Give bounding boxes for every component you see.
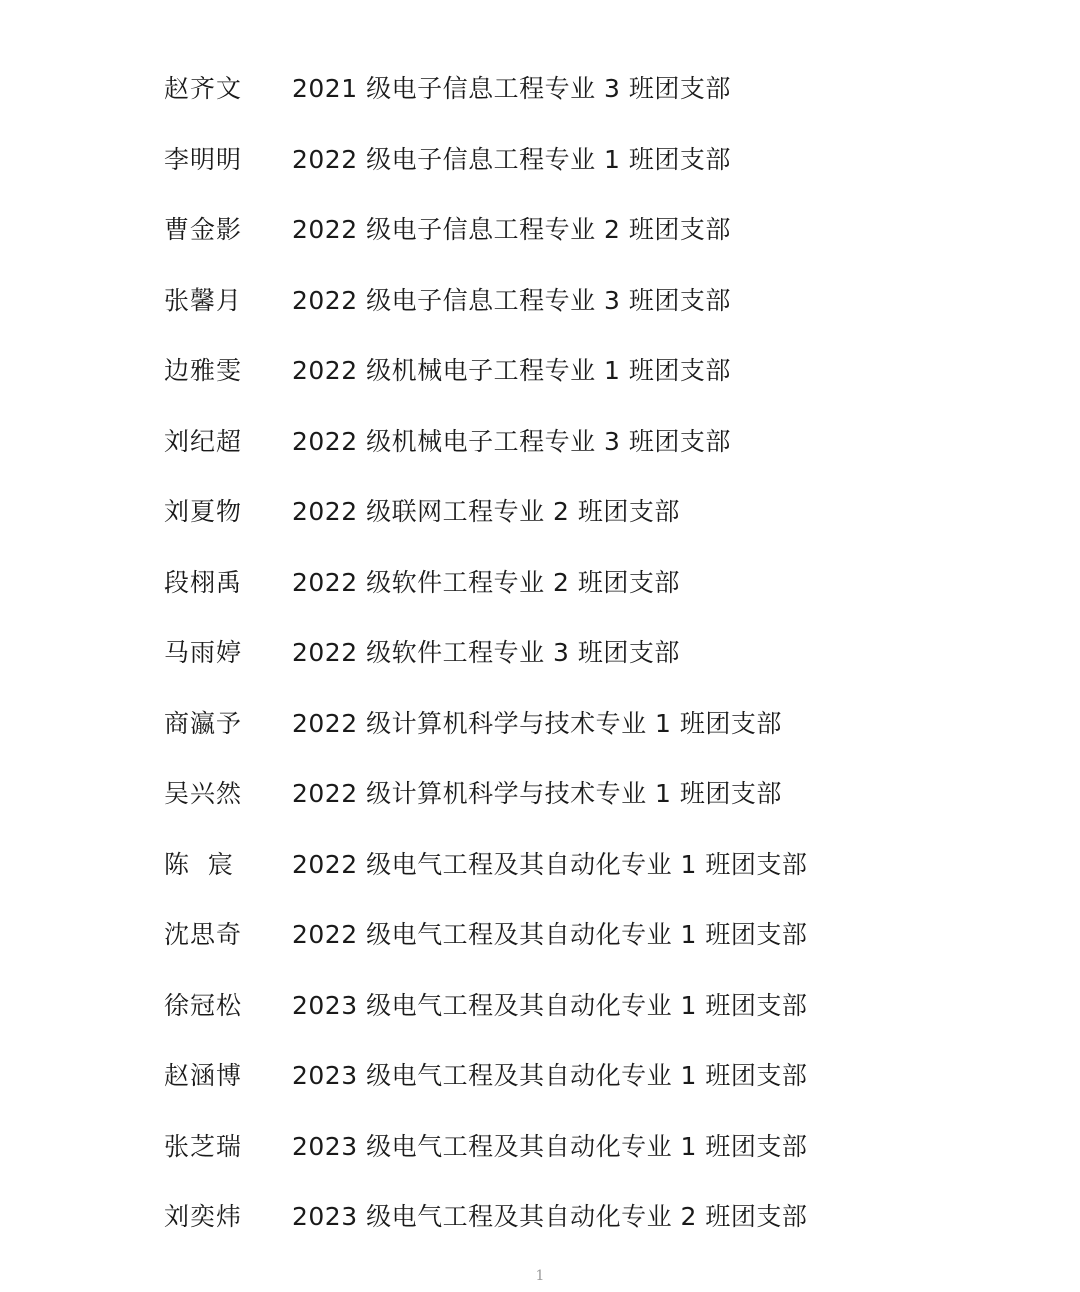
- list-item: [164, 969, 1024, 1040]
- league-branch: 2022 级软件工程专业 2 班团支部: [292, 567, 680, 597]
- league-branch: 2022 级机械电子工程专业 1 班团支部: [292, 356, 731, 386]
- list-item: [164, 1180, 1024, 1251]
- person-name: 赵涵博: [164, 1061, 243, 1091]
- league-branch: 2021 级电子信息工程专业 3 班团支部: [292, 74, 731, 104]
- list-item: [164, 1039, 1024, 1110]
- league-branch: 2022 级电气工程及其自动化专业 1 班团支部: [292, 849, 808, 879]
- person-name: 边雅雯: [164, 356, 243, 386]
- list-item: [164, 757, 1024, 828]
- league-branch: 2022 级电子信息工程专业 1 班团支部: [292, 144, 731, 174]
- list-item: [164, 828, 1024, 899]
- list-item: [164, 193, 1024, 264]
- list-item: [164, 405, 1024, 476]
- list-item: [164, 616, 1024, 687]
- league-branch: 2022 级联网工程专业 2 班团支部: [292, 497, 680, 527]
- list-item: [164, 475, 1024, 546]
- person-name: 张芝瑞: [164, 1131, 243, 1161]
- list-item: [164, 264, 1024, 335]
- league-branch: 2022 级电子信息工程专业 2 班团支部: [292, 215, 731, 245]
- person-name: 徐冠松: [164, 990, 243, 1020]
- list-item: [164, 123, 1024, 194]
- list-item: [164, 546, 1024, 617]
- person-name: 段栩禹: [164, 567, 243, 597]
- league-branch: 2022 级机械电子工程专业 3 班团支部: [292, 426, 731, 456]
- list-item: [164, 334, 1024, 405]
- league-branch: 2022 级电气工程及其自动化专业 1 班团支部: [292, 920, 808, 950]
- name-list: [164, 52, 1024, 1251]
- person-name: 商瀛予: [164, 708, 243, 738]
- list-item: [164, 52, 1024, 123]
- league-branch: 2022 级软件工程专业 3 班团支部: [292, 638, 680, 668]
- league-branch: 2023 级电气工程及其自动化专业 2 班团支部: [292, 1202, 808, 1232]
- league-branch: 2022 级电子信息工程专业 3 班团支部: [292, 285, 731, 315]
- person-name: 李明明: [164, 144, 243, 174]
- person-name: 马雨婷: [164, 638, 243, 668]
- league-branch: 2022 级计算机科学与技术专业 1 班团支部: [292, 708, 782, 738]
- person-name: 沈思奇: [164, 920, 243, 950]
- list-item: [164, 1110, 1024, 1181]
- person-name: 刘奕炜: [164, 1202, 243, 1232]
- person-name: 陈 宸: [164, 849, 234, 879]
- list-item: [164, 687, 1024, 758]
- league-branch: 2023 级电气工程及其自动化专业 1 班团支部: [292, 990, 808, 1020]
- person-name: 张馨月: [164, 285, 243, 315]
- list-item: [164, 898, 1024, 969]
- page-number: 1: [535, 1268, 545, 1284]
- league-branch: 2022 级计算机科学与技术专业 1 班团支部: [292, 779, 782, 809]
- person-name: 吴兴然: [164, 779, 243, 809]
- person-name: 刘纪超: [164, 426, 243, 456]
- person-name: 赵齐文: [164, 74, 243, 104]
- person-name: 曹金影: [164, 215, 243, 245]
- person-name: 刘夏物: [164, 497, 243, 527]
- league-branch: 2023 级电气工程及其自动化专业 1 班团支部: [292, 1131, 808, 1161]
- league-branch: 2023 级电气工程及其自动化专业 1 班团支部: [292, 1061, 808, 1091]
